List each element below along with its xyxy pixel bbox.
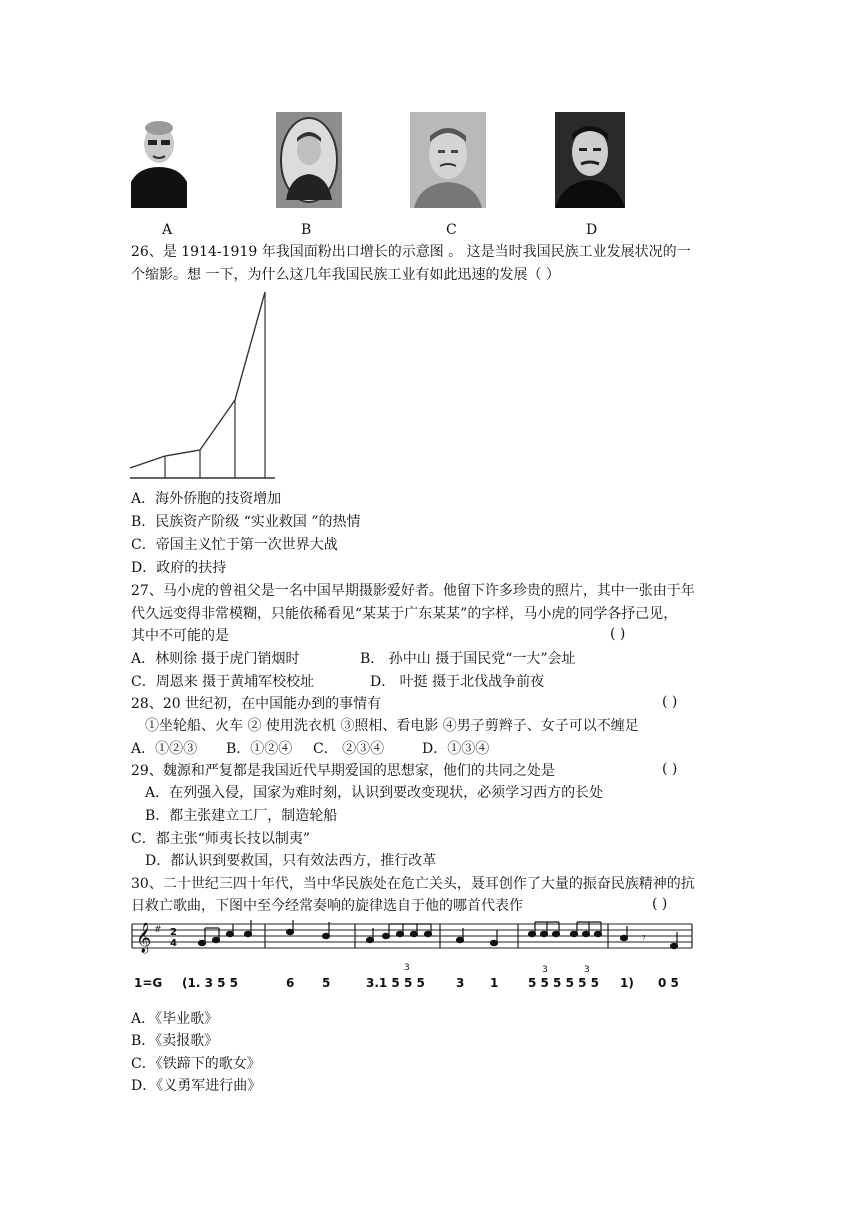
score-key: 1=G <box>134 976 163 990</box>
score-group-4: 3.1 5 5 5 <box>366 976 425 990</box>
score-group-8: 1) <box>620 976 634 990</box>
q26-line-2: 个缩影。想 一下，为什么这几年我国民族工业有如此迅速的发展（ ） <box>131 267 560 283</box>
figure-label-c: C <box>446 222 457 238</box>
score-group-7: 5 5 5 5 5 5 <box>528 976 599 990</box>
score-group-3: 5 <box>322 976 331 990</box>
svg-text:𝄞: 𝄞 <box>136 923 152 953</box>
q27-option-a: A．林则徐 摄于虎门销烟时 <box>131 651 300 667</box>
figure-label-b: B <box>301 222 312 238</box>
svg-text:3: 3 <box>404 963 410 973</box>
portrait-d <box>555 112 625 208</box>
q27-option-d: D． 叶挺 摄于北伐战争前夜 <box>370 674 545 690</box>
score-group-5: 3 <box>456 976 465 990</box>
q27-line-1: 27、马小虎的曾祖父是一名中国早期摄影爱好者。他留下许多珍贵的照片，其中一张由于年 <box>131 583 695 599</box>
svg-text:𝄾: 𝄾 <box>642 930 646 946</box>
portrait-a <box>131 112 187 208</box>
q27-line-2: 代久远变得非常模糊，只能依稀看见“某某于广东某某”的字样，马小虎的同学各抒己见， <box>131 606 678 622</box>
q29-option-d: D．都认识到要救国，只有效法西方，推行改革 <box>145 853 437 869</box>
figure-label-d: D <box>586 222 598 238</box>
q27-line-3: 其中不可能的是 <box>131 628 229 644</box>
q29-option-c: C．都主张“师夷长技以制夷” <box>131 831 311 847</box>
figure-label-a: A <box>162 222 173 238</box>
q30-option-d: D．《义勇军进行曲》 <box>131 1078 262 1094</box>
q29-option-b: B．都主张建立工厂，制造轮船 <box>145 808 338 824</box>
svg-text:3: 3 <box>584 965 590 975</box>
q30-option-c: C．《铁蹄下的歌女》 <box>131 1056 261 1072</box>
q28-option-b: B．①②④ <box>226 741 293 757</box>
flour-export-chart <box>130 290 275 484</box>
q30-answer-paren: ( ) <box>652 896 668 912</box>
portrait-b <box>276 112 342 208</box>
q28-answer-paren: ( ) <box>662 694 678 710</box>
svg-text:3: 3 <box>542 965 548 975</box>
q27-option-b: B． 孙中山 摄于国民党“一大”会址 <box>360 651 576 667</box>
q28-option-a: A．①②③ <box>131 741 198 757</box>
q30-line-2: 日救亡歌曲，下图中至今经常奏响的旋律选自于他的哪首代表作 <box>131 898 523 914</box>
q30-option-a: A．《毕业歌》 <box>131 1011 219 1027</box>
q26-option-d: D．政府的扶持 <box>131 560 227 576</box>
q28-option-c: C． ②③④ <box>313 741 385 757</box>
q29-answer-paren: ( ) <box>662 761 678 777</box>
q28-line-1: 28、20 世纪初，在中国能办到的事情有 <box>131 696 382 712</box>
svg-text:4: 4 <box>170 938 177 949</box>
q27-option-c: C．周恩来 摄于黄埔军校校址 <box>131 674 315 690</box>
q30-line-1: 30、二十世纪三四十年代，当中华民族处在危亡关头，聂耳创作了大量的振奋民族精神的抗 <box>131 876 695 892</box>
q28-items: ①坐轮船、火车 ② 使用洗衣机 ③照相、看电影 ④男子剪辫子、女子可以不缠足 <box>145 718 639 734</box>
score-group-9: 0 5 <box>658 976 679 990</box>
q26-line-1: 26、是 1914-1919 年我国面粉出口增长的示意图 。 这是当时我国民族工业发展状况的一 <box>131 244 691 260</box>
q28-option-d: D．①③④ <box>422 741 490 757</box>
portrait-c <box>410 112 486 208</box>
q30-option-b: B．《卖报歌》 <box>131 1033 219 1049</box>
score-group-2: 6 <box>286 976 295 990</box>
q29-line-1: 29、魏源和严复都是我国近代早期爱国的思想家，他们的共同之处是 <box>131 763 555 779</box>
svg-text:#: # <box>154 925 162 935</box>
q26-option-a: A．海外侨胞的技资增加 <box>131 491 282 507</box>
svg-text:2: 2 <box>170 927 177 938</box>
q26-option-c: C．帝国主义忙于第一次世界大战 <box>131 537 338 553</box>
q27-answer-paren: ( ) <box>610 626 626 642</box>
q29-option-a: A．在列强入侵，国家为难时刻，认识到要改变现状，必须学习西方的长处 <box>145 785 604 801</box>
q26-option-b: B．民族资产阶级 “实业救国 ”的热情 <box>131 514 361 530</box>
score-group-6: 1 <box>490 976 499 990</box>
score-group-1: (1. 3 5 5 <box>182 976 238 990</box>
